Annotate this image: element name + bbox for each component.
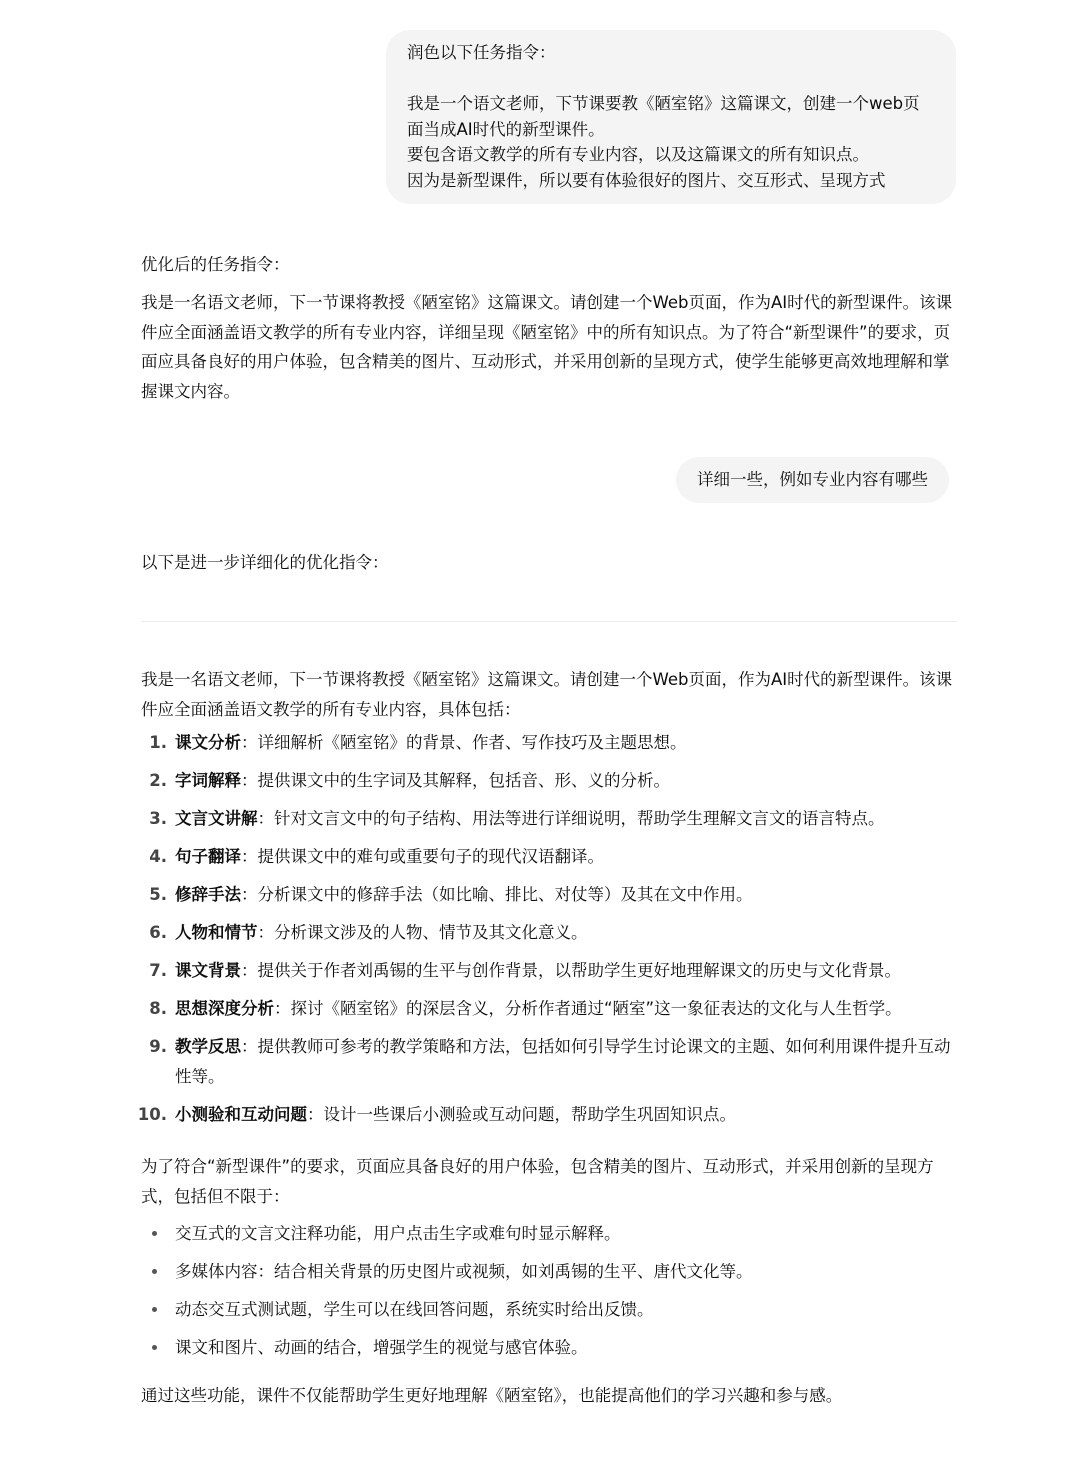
- assistant-paragraph: 我是一名语文老师，下一节课将教授《陋室铭》这篇课文。请创建一个Web页面，作为AI时代的新型课件。该课件应全面涵盖语文教学的所有专业内容，具体包括：: [141, 670, 953, 719]
- list-item-description: ：提供教师可参考的教学策略和方法，包括如何引导学生讨论课文的主题、如何利用课件提升互动性等。: [175, 1037, 951, 1086]
- list-item-number: 9.: [149, 1037, 167, 1056]
- list-item-description: ：详细解析《陋室铭》的背景、作者、写作技巧及主题思想。: [241, 733, 687, 752]
- list-item-description: ：提供课文中的难句或重要句子的现代汉语翻译。: [241, 847, 604, 866]
- numbered-list-item: [141, 1032, 957, 1091]
- bullet-text: 课文和图片、动画的结合，增强学生的视觉与感官体验。: [175, 1338, 588, 1357]
- user-message-line: 因为是新型课件，所以要有体验很好的图片、交互形式、呈现方式: [407, 170, 886, 190]
- bullet-text: 多媒体内容：结合相关背景的历史图片或视频，如刘禹锡的生平、唐代文化等。: [175, 1262, 753, 1281]
- list-item-description: ：提供课文中的生字词及其解释，包括音、形、义的分析。: [241, 771, 670, 790]
- user-message-blank-line: [407, 66, 935, 92]
- list-item-description: ：提供关于作者刘禹锡的生平与创作背景，以帮助学生更好地理解课文的历史与文化背景。: [241, 961, 901, 980]
- bullet-list-item: [141, 1333, 957, 1363]
- list-item-number: 2.: [149, 771, 167, 790]
- numbered-list-item: [141, 880, 957, 910]
- numbered-list-item: [141, 728, 957, 758]
- list-item-title: 教学反思: [175, 1037, 241, 1056]
- bullet-list: [141, 1219, 957, 1363]
- list-item-title: 人物和情节: [175, 923, 258, 942]
- list-item-description: ：探讨《陋室铭》的深层含义，分析作者通过“陋室”这一象征表达的文化与人生哲学。: [274, 999, 902, 1018]
- list-item-number: 10.: [137, 1104, 167, 1124]
- bullet-dot-icon: [152, 1269, 157, 1274]
- bullet-text: 动态交互式测试题，学生可以在线回答问题，系统实时给出反馈。: [175, 1300, 654, 1319]
- numbered-list-item: [141, 918, 957, 948]
- user-message-line: 详细一些，例如专业内容有哪些: [697, 470, 928, 489]
- assistant-message-body: [141, 288, 957, 406]
- list-item-number: 5.: [149, 885, 167, 904]
- numbered-list-item: [141, 842, 957, 872]
- list-item-description: ：设计一些课后小测验或互动问题，帮助学生巩固知识点。: [307, 1104, 736, 1124]
- assistant-paragraph: 为了符合“新型课件”的要求，页面应具备良好的用户体验，包含精美的图片、互动形式，并采用创新的呈现方式，包括但不限于：: [141, 1157, 934, 1206]
- user-message-line: 润色以下任务指令：: [407, 43, 556, 62]
- list-item-number: 8.: [149, 999, 167, 1018]
- list-item-title: 句子翻译: [175, 847, 241, 866]
- user-message-line: 面当成AI时代的新型课件。: [407, 119, 605, 139]
- user-message-bubble: [386, 30, 956, 204]
- assistant-message-body: [137, 665, 957, 1138]
- list-item-description: ：分析课文涉及的人物、情节及其文化意义。: [257, 923, 588, 942]
- bullet-list-item: [141, 1295, 957, 1325]
- numbered-list-item: [141, 956, 957, 986]
- horizontal-divider: [141, 621, 957, 622]
- list-item-title: 小测验和互动问题: [175, 1104, 307, 1124]
- user-message-bubble: [676, 457, 949, 503]
- list-item-description: ：针对文言文中的句子结构、用法等进行详细说明，帮助学生理解文言文的语言特点。: [257, 809, 885, 828]
- assistant-message-label: 优化后的任务指令：: [141, 255, 290, 274]
- user-message-line: 我是一个语文老师，下节课要教《陋室铭》这篇课文，创建一个web页: [407, 94, 920, 113]
- list-item-title: 课文分析: [175, 733, 241, 752]
- list-item-title: 修辞手法: [175, 885, 241, 904]
- assistant-closing-paragraph: 通过这些功能，课件不仅能帮助学生更好地理解《陋室铭》，也能提高他们的学习兴趣和参与感。: [141, 1386, 843, 1405]
- list-item-title: 文言文讲解: [175, 809, 258, 828]
- numbered-list-item: [141, 994, 957, 1024]
- bullet-dot-icon: [152, 1231, 157, 1236]
- numbered-list-item: [141, 804, 957, 834]
- list-item-title: 课文背景: [175, 961, 241, 980]
- list-item-number: 3.: [149, 809, 167, 828]
- list-item-number: 6.: [149, 923, 167, 942]
- bullet-dot-icon: [152, 1345, 157, 1350]
- list-item-number: 4.: [149, 847, 167, 866]
- list-item-number: 7.: [149, 961, 167, 980]
- bullet-text: 交互式的文言文注释功能，用户点击生字或难句时显示解释。: [175, 1224, 621, 1243]
- assistant-message-intro: 以下是进一步详细化的优化指令：: [141, 553, 389, 572]
- bullet-list-item: [141, 1219, 957, 1249]
- list-item-number: 1.: [149, 733, 167, 752]
- assistant-message-section: [141, 1152, 957, 1371]
- numbered-list-item: [137, 1100, 957, 1130]
- user-message-line: 要包含语文教学的所有专业内容，以及这篇课文的所有知识点。: [407, 145, 869, 164]
- assistant-paragraph: 我是一名语文老师，下一节课将教授《陋室铭》这篇课文。请创建一个Web页面，作为AI时代的新型课件。该课件应全面涵盖语文教学的所有专业内容，详细呈现《陋室铭》中的所有知识点。为了符合“新型课件”的要求，页面应具备良好的用户体验，包含精美的图片、互动形式，并采用创新的呈现方式，使学生能够更高效地理解和掌握课文内容。: [141, 293, 953, 401]
- list-item-title: 思想深度分析: [175, 999, 274, 1018]
- bullet-list-item: [141, 1257, 957, 1287]
- numbered-list-item: [141, 766, 957, 796]
- list-item-title: 字词解释: [175, 771, 241, 790]
- numbered-list: [137, 728, 957, 1129]
- list-item-description: ：分析课文中的修辞手法（如比喻、排比、对仗等）及其在文中作用。: [241, 885, 753, 904]
- bullet-dot-icon: [152, 1307, 157, 1312]
